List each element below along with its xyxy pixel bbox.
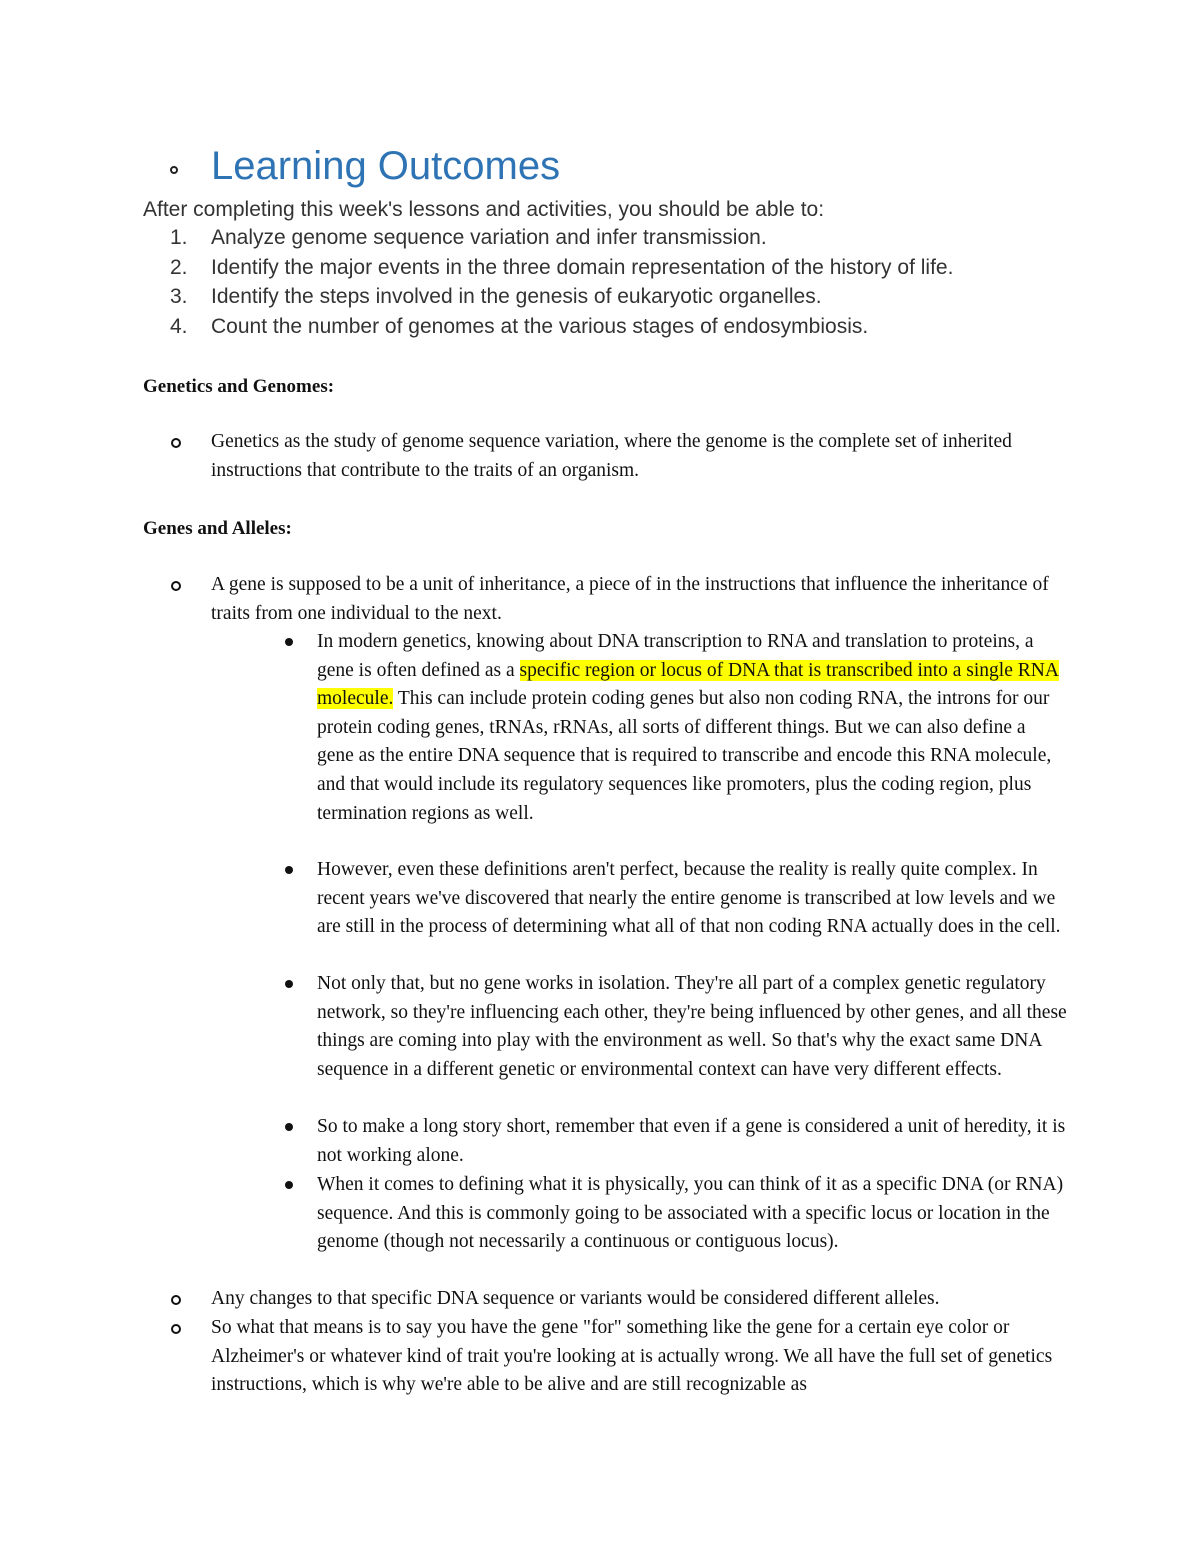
list-item: [211, 1314, 1061, 1400]
section-heading-genetics-genomes: Genetics and Genomes:: [143, 376, 335, 397]
sub-item-text: Not only that, but no gene works in isolation. They're all part of a complex genetic regulatory network, so they're influencing each other, they're being influenced by other genes, and all these things are coming into play with the environment as well. So that's why the exact same DNA sequence in a different genetic or environmental context can have very different effects.: [317, 973, 1067, 1080]
sub-list-item: [317, 970, 1067, 1084]
hollow-bullet-icon: [170, 166, 178, 174]
outcome-number: 2.: [170, 256, 188, 279]
sub-item-text: So to make a long story short, remember that even if a gene is considered a unit of heredity, it is not working alone.: [317, 1116, 1066, 1166]
sub-item-text: However, even these definitions aren't perfect, because the reality is really quite complex. In recent years we've discovered that nearly the entire genome is transcribed at low levels and we are still in the process of determining what all of that non coding RNA actually does in the cell.: [317, 859, 1061, 938]
list-item: [211, 571, 1061, 628]
outcome-number: 3.: [170, 285, 188, 308]
outcome-number: 1.: [170, 226, 188, 249]
page-title: Learning Outcomes: [211, 144, 561, 188]
outcome-text: Identify the major events in the three domain representation of the history of life.: [211, 256, 954, 279]
list-item-text: A gene is supposed to be a unit of inheritance, a piece of in the instructions that influence the inheritance of traits from one individual to the next.: [211, 574, 1049, 624]
outcome-text: Count the number of genomes at the various stages of endosymbiosis.: [211, 315, 869, 338]
filled-bullet-icon: [285, 1123, 293, 1131]
filled-bullet-icon: [285, 638, 293, 646]
outcome-text: Analyze genome sequence variation and infer transmission.: [211, 226, 767, 249]
hollow-bullet-icon: [171, 438, 181, 448]
sub-item-text-before: In modern genetics, knowing about DNA transcription to RNA and translation to proteins, a gene is often defined as a: [317, 631, 1034, 681]
filled-bullet-icon: [285, 980, 293, 988]
hollow-bullet-icon: [171, 581, 181, 591]
sub-list-item: [317, 628, 1067, 828]
list-item: [211, 1285, 1061, 1314]
sub-list-item: [317, 1171, 1067, 1257]
list-item-text: Genetics as the study of genome sequence variation, where the genome is the complete set of inherited instructions that contribute to the traits of an organism.: [211, 431, 1012, 481]
list-item-text: So what that means is to say you have the gene "for" something like the gene for a certain eye color or Alzheimer's or whatever kind of trait you're looking at is actually wrong. We all have the full set of genetics instructions, which is why we're able to be alive and are still recognizable as: [211, 1317, 1053, 1396]
list-item-text: Any changes to that specific DNA sequence or variants would be considered different alleles.: [211, 1288, 940, 1309]
outcome-number: 4.: [170, 315, 188, 338]
list-item: [211, 428, 1061, 485]
intro-text: After completing this week's lessons and activities, you should be able to:: [143, 198, 825, 221]
highlighted-text: specific region or locus of DNA that is transcribed into a single RNA molecule.: [317, 659, 1059, 710]
outcome-text: Identify the steps involved in the genesis of eukaryotic organelles.: [211, 285, 822, 308]
hollow-bullet-icon: [171, 1295, 181, 1305]
sub-item-text-after: This can include protein coding genes but also non coding RNA, the introns for our protein coding genes, tRNAs, rRNAs, all sorts of different things. But we can also define a gene as the entire DNA sequence that is required to transcribe and encode this RNA molecule, and that would include its regulatory sequences like promoters, plus the coding region, plus termination regions as well.: [317, 688, 1052, 824]
filled-bullet-icon: [285, 1181, 293, 1189]
filled-bullet-icon: [285, 866, 293, 874]
sub-list-item: [317, 856, 1067, 942]
hollow-bullet-icon: [171, 1324, 181, 1334]
sub-list-item: [317, 1113, 1067, 1170]
sub-item-text: When it comes to defining what it is physically, you can think of it as a specific DNA (or RNA) sequence. And this is commonly going to be associated with a specific locus or location in the genome (though not necessarily a continuous or contiguous locus).: [317, 1174, 1064, 1253]
section-heading-genes-alleles: Genes and Alleles:: [143, 518, 292, 539]
